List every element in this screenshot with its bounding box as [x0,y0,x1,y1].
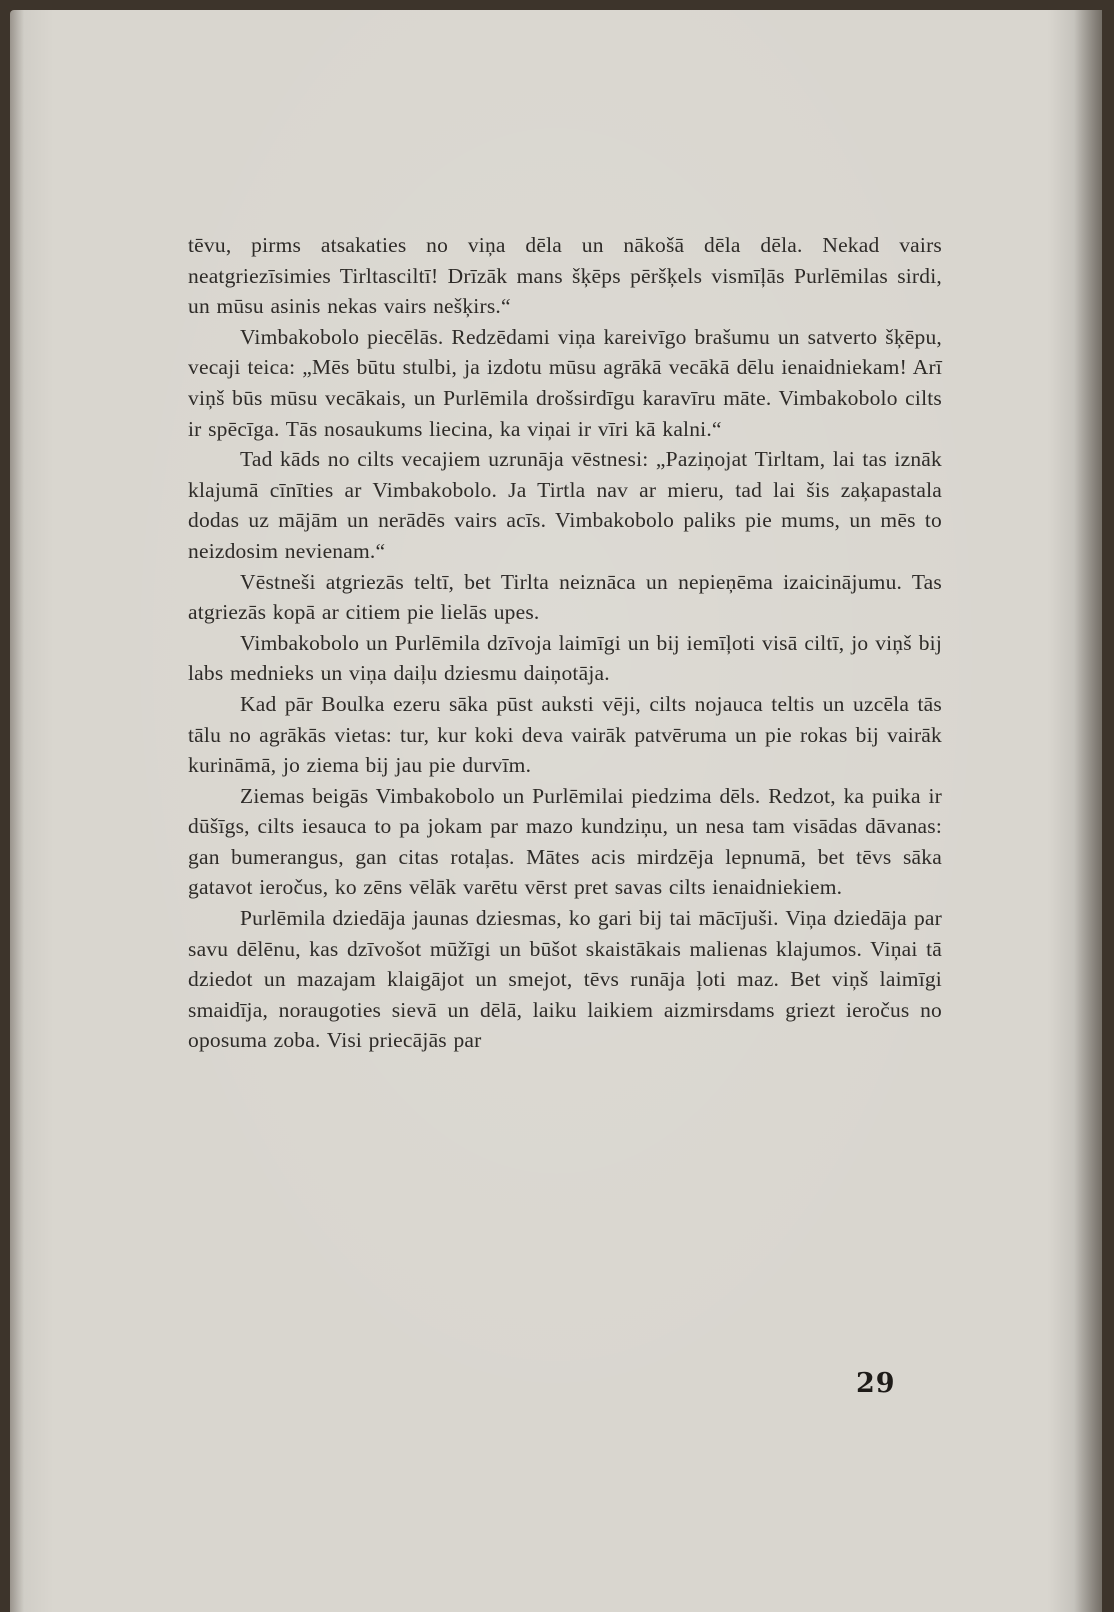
book-page [10,10,1102,1612]
paragraph: Vimbakobolo piecēlās. Redzēdami viņa kareivīgo brašumu un satverto šķēpu, vecaji teica: „Mēs būtu stulbi, ja izdotu mūsu agrākā vecākā dēlu ienaidniekam! Arī viņš būs mūsu vecākais, un Purlēmila drošsirdīgu karavīru māte. Vimbakobolo cilts ir spēcīga. Tās nosaukums liecina, ka viņai ir vīri kā kalni.“ [188,324,942,441]
page-left-edge-shadow [10,10,24,1612]
page-spine-shadow [1074,10,1102,1612]
body-text [188,230,942,1056]
paragraph: Ziemas beigās Vimbakobolo un Purlēmilai piedzima dēls. Redzot, ka puika ir dūšīgs, cilts iesauca to pa jokam par mazo kundziņu, un nesa tam visādas dāvanas: gan bumerangus, gan citas rotaļas. Mātes acis mirdzēja lepnumā, bet tēvs sāka gatavot ieročus, ko zēns vēlāk varētu vērst pret savas cilts ienaidniekiem. [188,783,942,900]
paragraph: Tad kāds no cilts vecajiem uzrunāja vēstnesi: „Paziņojat Tirltam, lai tas iznāk klajumā cīnīties ar Vimbakobolo. Ja Tirtla nav ar mieru, tad lai šis zaķapastala dodas uz mājām un nerādēs vairs acīs. Vimbakobolo paliks pie mums, un mēs to neizdosim nevienam.“ [188,447,942,563]
paragraph: tēvu, pirms atsakaties no viņa dēla un nākošā dēla dēla. Nekad vairs neatgriezīsimies Tirltasciltī! Drīzāk mans šķēps pēršķels vismīļās Purlēmilas sirdi, un mūsu asinis nekas vairs nešķirs.“ [188,233,942,319]
page-number: 29 [856,1368,896,1399]
paragraph: Purlēmila dziedāja jaunas dziesmas, ko gari bij tai mācījuši. Viņa dziedāja par savu dēlēnu, kas dzīvošot mūžīgi un būšot skaistākais malienas klajumos. Viņai tā dziedot un mazajam klaigājot un smejot, tēvs runāja ļoti maz. Bet viņš laimīgi smaidīja, noraugoties sievā un dēlā, laiku laikiem aizmirsdams griezt ieročus no oposuma zoba. Visi priecājās par [188,906,942,1053]
paragraph: Kad pār Boulka ezeru sāka pūst auksti vēji, cilts nojauca teltis un uzcēla tās tālu no agrākās vietas: tur, kur koki deva vairāk patvēruma un pie rokas bij vairāk kurināmā, jo ziema bij jau pie durvīm. [188,691,942,778]
paragraph: Vimbakobolo un Purlēmila dzīvoja laimīgi un bij iemīļoti visā ciltī, jo viņš bij labs mednieks un viņa daiļu dziesmu daiņotāja. [188,630,942,686]
paragraph: Vēstneši atgriezās teltī, bet Tirlta neiznāca un nepieņēma izaicinājumu. Tas atgriezās kopā ar citiem pie lielās upes. [188,569,942,625]
